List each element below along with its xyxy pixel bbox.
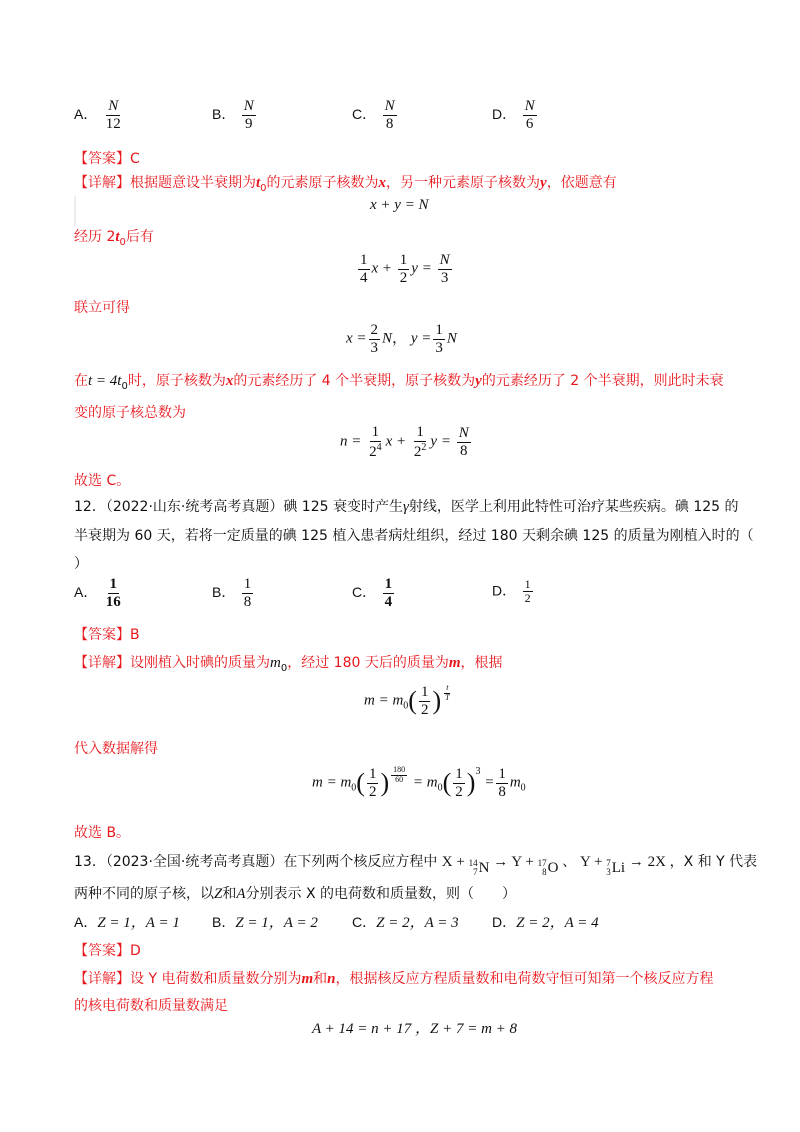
q13-detail-line2: 的核电荷数和质量数满足: [74, 998, 228, 1014]
q11-equation-2: $\frac{1}{4}$ x + $\frac{1}{2}$ y = $\frac{N}{3}$: [360, 252, 450, 286]
fraction: $\frac{1}{8}$: [243, 576, 252, 610]
q13-answer: 【答案】D: [74, 943, 141, 959]
q12-option-b: B． $\frac{1}{8}$: [212, 576, 252, 610]
quote-bar: [74, 196, 76, 226]
q11-equation-3: x = $\frac{2}{3}$ N， y = $\frac{1}{3}$ N: [346, 322, 457, 356]
q13-option-a: A．Z = 1，A = 1: [74, 914, 180, 931]
q11-answer: 【答案】C: [74, 151, 140, 167]
fraction: $\frac{N}{12}$: [105, 98, 121, 132]
fraction: $\frac{1}{4}$: [384, 576, 393, 610]
q13-option-b: B．Z = 1，A = 2: [212, 914, 318, 931]
q12-option-c: C． $\frac{1}{4}$: [352, 576, 393, 610]
q13-stem-line1: 13．（2023·全国·统考高考真题）在下列两个核反应方程中 X + 14 7 N → Y + 17 8 O 、 Y + 7 3 Li → 2X ，X 和 Y 代表: [74, 854, 758, 877]
fraction: $\frac{1}{16}$: [105, 576, 121, 610]
q12-option-d: D． $\frac{1}{2}$: [492, 577, 531, 606]
q12-equation-1: $m = m_0$( $\frac{1}{2}$ ) $\frac{t}{T}$: [364, 683, 450, 718]
fraction: $\frac{N}{8}$: [384, 98, 395, 132]
q11-explain-line1: 在$t = 4t_0$时，原子核数为x的元素经历了 4 个半衰期，原子核数为y的元素经历了 2 个半衰期，则此时未衰: [74, 373, 724, 392]
q11-combine: 联立可得: [74, 300, 130, 316]
reaction-1: X + 14 7 N → Y + 17 8 O: [441, 854, 559, 877]
q12-detail: 【详解】设刚植入时碘的质量为$m_0$，经过 180 天后的质量为m，根据: [74, 655, 503, 674]
q12-stem-line3: ）: [74, 556, 88, 572]
q13-stem-line2: 两种不同的原子核，以Z和A分别表示 X 的电荷数和质量数，则（ ）: [74, 886, 517, 902]
q11-option-a: A． $\frac{N}{12}$: [74, 98, 121, 132]
q11-conclusion: 故选 C。: [74, 473, 131, 489]
q12-equation-2: $m = m_0$( $\frac{1}{2}$ ) $\frac{180}{60}$ = $m_0$( $\frac{1}{2}$ )$^3$ = $\frac{1}{8}$ $m_0$: [312, 765, 526, 800]
fraction: $\frac{N}{9}$: [243, 98, 254, 132]
q13-option-c: C．Z = 2，A = 3: [352, 914, 459, 931]
q11-equation-1: x + y = N: [370, 197, 429, 213]
q11-explain-line2: 变的原子核总数为: [74, 405, 186, 421]
fraction: $\frac{N}{6}$: [524, 98, 535, 132]
q11-equation-4: n = $\frac{1}{2^4}$ x + $\frac{1}{2^2}$ y = $\frac{N}{8}$: [340, 424, 469, 460]
q12-conclusion: 故选 B。: [74, 825, 131, 841]
q12-substitute: 代入数据解得: [74, 741, 158, 757]
q12-stem-line2: 半衰期为 60 天，若将一定质量的碘 125 植入患者病灶组织，经过 180 天剩余碘 125 的质量为刚植入时的（: [74, 528, 754, 544]
q11-detail-intro: 【详解】根据题意设半衰期为$t_0$的元素原子核数为x，另一种元素原子核数为y，依题意有: [74, 175, 617, 194]
reaction-2: Y + 7 3 Li → 2X: [579, 854, 666, 877]
q13-detail-line1: 【详解】设 Y 电荷数和质量数分别为m和n，根据核反应方程质量数和电荷数守恒可知第一个核反应方程: [74, 971, 714, 987]
q11-option-c: C． $\frac{N}{8}$: [352, 98, 395, 132]
q13-option-d: D．Z = 2，A = 4: [492, 914, 599, 931]
q11-option-d: D． $\frac{N}{6}$: [492, 98, 535, 132]
q11-option-b: B． $\frac{N}{9}$: [212, 98, 254, 132]
q13-equation: A + 14 = n + 17 ，Z + 7 = m + 8: [312, 1021, 518, 1037]
q11-after-2t0: 经历 $2t_0$后有: [74, 229, 154, 248]
fraction: $\frac{1}{2}$: [524, 577, 531, 606]
q12-stem-line1: 12．（2022·山东·统考高考真题）碘 125 衰变时产生γ射线，医学上利用此特性可治疗某些疾病。碘 125 的: [74, 499, 739, 515]
q12-answer: 【答案】B: [74, 627, 140, 643]
q12-option-a: A． $\frac{1}{16}$: [74, 576, 121, 610]
